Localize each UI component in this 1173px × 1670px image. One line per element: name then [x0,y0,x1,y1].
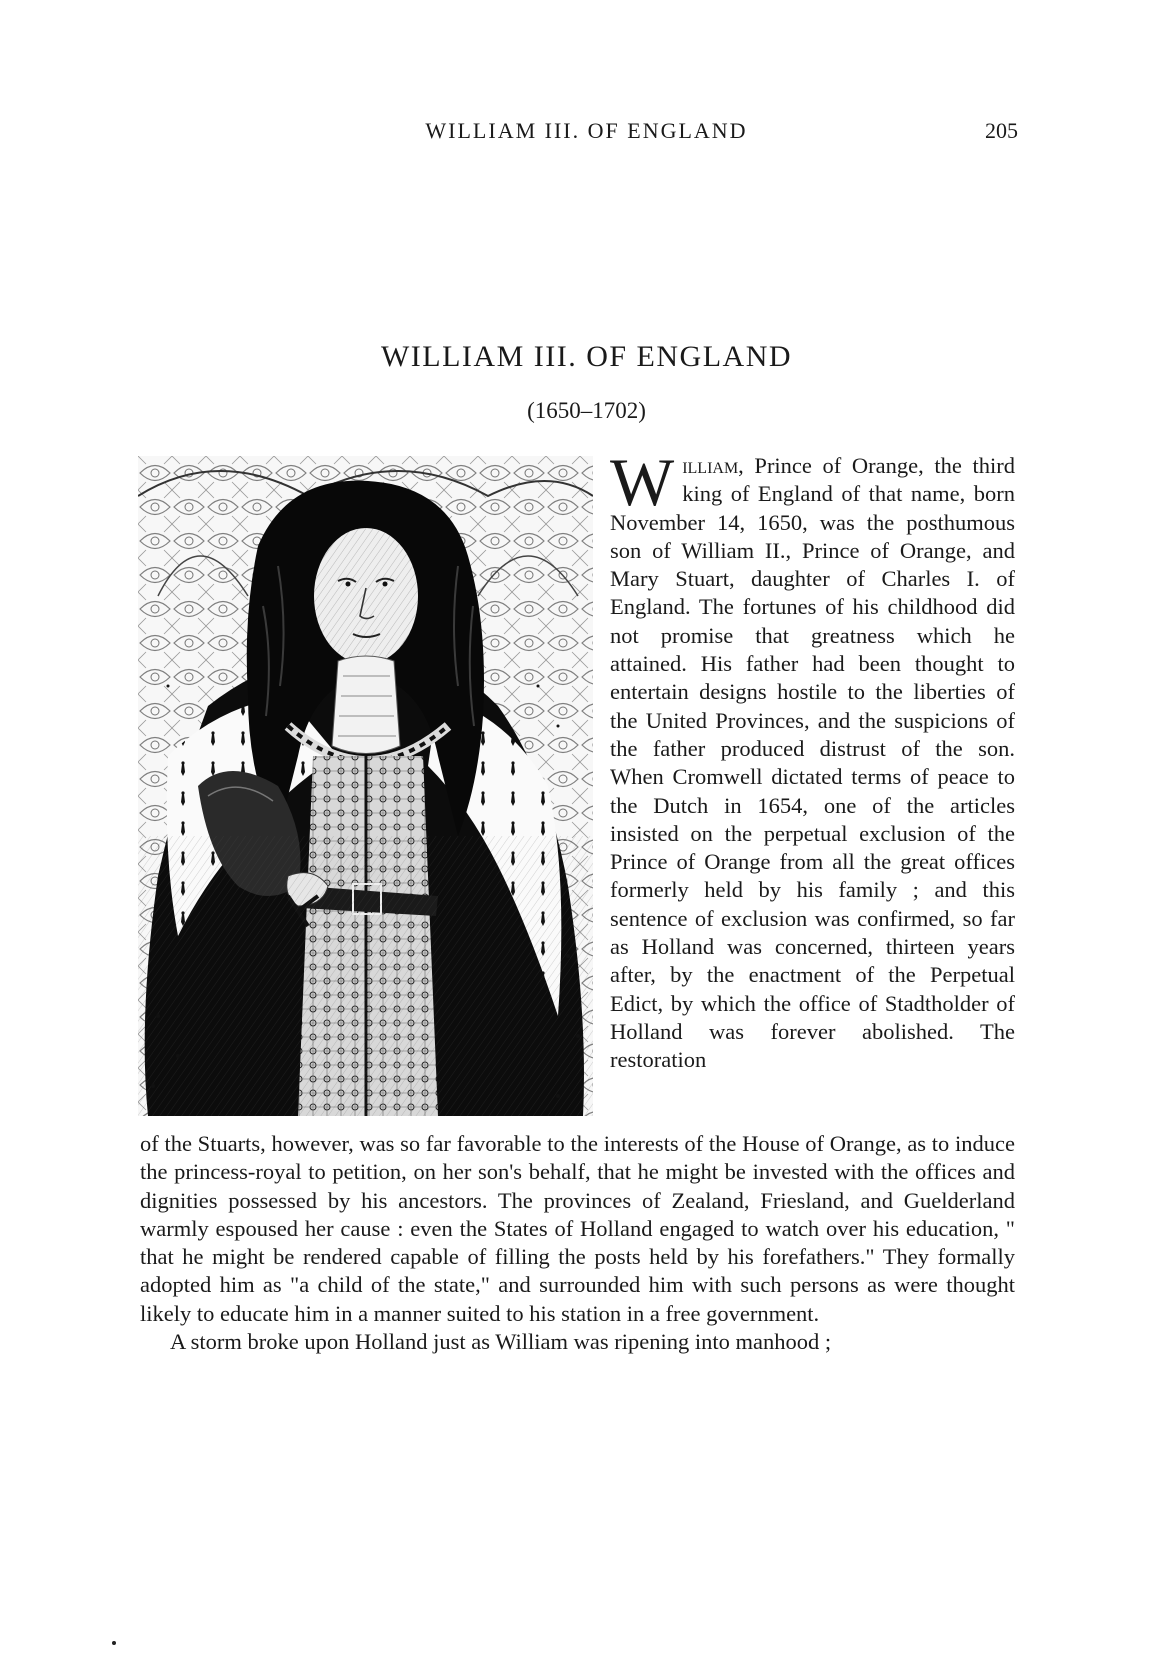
portrait-engraving [138,456,593,1116]
intro-paragraph-wrap [610,444,1015,1075]
article-dates: (1650–1702) [527,398,646,423]
running-head [0,118,1173,150]
page-number: 205 [985,118,1018,143]
intro-paragraph-text: Prince of Orange, the third king of England of that name, born November 14, 1650, was the posthumous son of William II., Prince of Orange, and Mary Stuart, daughter of Charles I. of England. The fortunes of his childhood did not promise that greatness which he attained. His father had been thought to entertain designs hostile to the liberties of the United Provinces, and the suspicions of the father produced distrust of the son. When Cromwell dictated terms of peace to the Dutch in 1654, one of the articles insisted on the perpetual exclusion of the Prince of Orange from all the great offices formerly held by his family ; and this sentence of exclusion was confirmed, so far as Holland was concerned, thirteen years after, by the enactment of the Perpetual Edict, by which the office of Stadtholder of Holland was forever abolished. The restoration [610,453,1015,1073]
running-title: WILLIAM III. OF ENGLAND [425,118,748,143]
lead-word: illiam, [682,453,744,478]
body-text [140,1130,1015,1356]
intro-paragraph [610,444,1015,1075]
margin-mark [112,1641,116,1645]
intro-paragraph-continuation: of the Stuarts, however, was so far favorable to the interests of the House of Orange, as to induce the princess-royal to petition, on her son's behalf, that he might be invested with the offices and dignities possessed by his ancestors. The provinces of Zealand, Friesland, and Guelderland warmly espoused her cause : even the States of Holland engaged to watch over his education, " that he might be rendered capable of filling the posts held by his forefathers." They formally adopted him as "a child of the state," and surrounded him with such persons as were thought likely to educate him in a manner suited to his station in a free government. [140,1131,1015,1326]
second-paragraph: A storm broke upon Holland just as William was ripening into manhood ; [170,1329,832,1355]
drop-cap: W [610,444,675,520]
article-title: WILLIAM III. OF ENGLAND [380,340,793,373]
portrait-engraving-icon [138,456,593,1116]
